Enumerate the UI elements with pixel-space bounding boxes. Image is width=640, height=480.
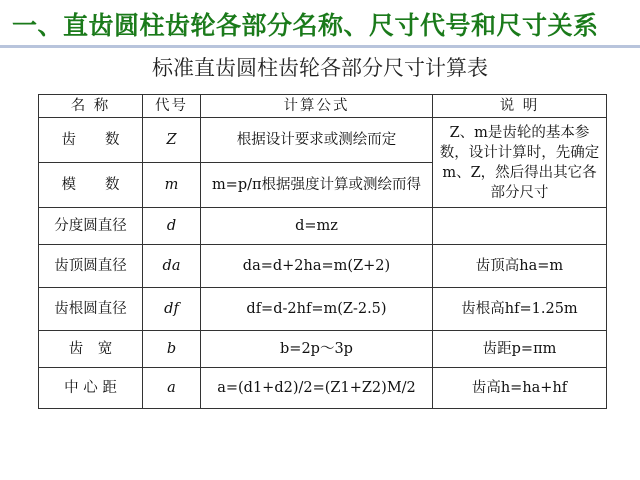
cell-name: 分度圆直径 [39, 208, 143, 245]
table-caption: 标准直齿圆柱齿轮各部分尺寸计算表 [152, 56, 488, 80]
cell-name: 中 心 距 [39, 368, 143, 409]
cell-symbol: a [143, 368, 201, 409]
cell-symbol: df [143, 288, 201, 331]
cell-name: 模 数 [39, 163, 143, 208]
cell-formula: m=p/π根据强度计算或测绘而得 [201, 163, 433, 208]
cell-note: 齿高h=ha+hf [433, 368, 607, 409]
cell-formula: da=d+2ha=m(Z+2) [201, 245, 433, 288]
cell-formula: 根据设计要求或测绘而定 [201, 118, 433, 163]
cell-symbol: da [143, 245, 201, 288]
cell-name: 齿 宽 [39, 331, 143, 368]
table-row [39, 245, 607, 288]
cell-symbol: b [143, 331, 201, 368]
cell-name: 齿顶圆直径 [39, 245, 143, 288]
cell-name: 齿根圆直径 [39, 288, 143, 331]
header-name: 名 称 [39, 95, 143, 118]
cell-name: 齿 数 [39, 118, 143, 163]
table-row [39, 368, 607, 409]
cell-formula: b=2p～3p [201, 331, 433, 368]
table-row [39, 288, 607, 331]
cell-note: 齿根高hf=1.25m [433, 288, 607, 331]
cell-note [433, 208, 607, 245]
title-divider [0, 45, 640, 48]
page-title: 一、直齿圆柱齿轮各部分名称、尺寸代号和尺寸关系 [12, 11, 599, 40]
header-note: 说 明 [433, 95, 607, 118]
table-row [39, 118, 607, 163]
header-symbol: 代号 [143, 95, 201, 118]
cell-note: 齿顶高ha=m [433, 245, 607, 288]
gear-dimension-table [38, 94, 607, 409]
cell-symbol: d [143, 208, 201, 245]
table-header-row [39, 95, 607, 118]
table-row [39, 208, 607, 245]
cell-symbol: m [143, 163, 201, 208]
cell-formula: df=d-2hf=m(Z-2.5) [201, 288, 433, 331]
cell-formula: d=mz [201, 208, 433, 245]
cell-merged-note: Z、m是齿轮的基本参数，设计计算时，先确定m、Z，然后得出其它各部分尺寸 [433, 118, 607, 208]
header-formula: 计算公式 [201, 95, 433, 118]
cell-formula: a=(d1+d2)/2=(Z1+Z2)M/2 [201, 368, 433, 409]
cell-symbol: Z [143, 118, 201, 163]
cell-note: 齿距p=πm [433, 331, 607, 368]
table-row [39, 331, 607, 368]
